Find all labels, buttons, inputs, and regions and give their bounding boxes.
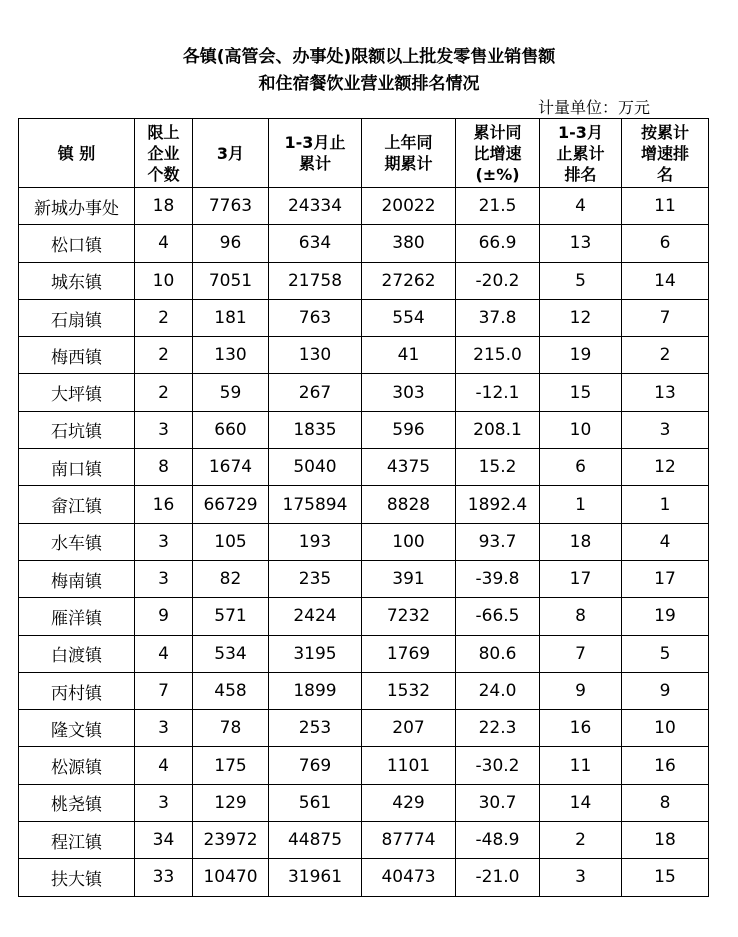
enterprise-count-cell: 2 xyxy=(135,374,193,411)
growth-rank-cell: 9 xyxy=(622,672,709,709)
town-cell: 石坑镇 xyxy=(19,411,135,448)
last-year-cell: 596 xyxy=(362,411,456,448)
growth-cell: 30.7 xyxy=(456,784,540,821)
table-row xyxy=(19,225,709,262)
enterprise-count-cell: 3 xyxy=(135,411,193,448)
cumulative-rank-cell: 19 xyxy=(540,337,622,374)
cumulative-rank-cell: 11 xyxy=(540,747,622,784)
town-cell: 程江镇 xyxy=(19,822,135,859)
town-cell: 松口镇 xyxy=(19,225,135,262)
growth-cell: -48.9 xyxy=(456,822,540,859)
march-cell: 23972 xyxy=(193,822,269,859)
enterprise-count-cell: 3 xyxy=(135,784,193,821)
cumulative-rank-cell: 4 xyxy=(540,188,622,225)
cumulative-cell: 769 xyxy=(269,747,362,784)
cumulative-rank-cell: 8 xyxy=(540,598,622,635)
town-cell: 南口镇 xyxy=(19,449,135,486)
enterprise-count-cell: 10 xyxy=(135,262,193,299)
cumulative-cell: 3195 xyxy=(269,635,362,672)
march-cell: 1674 xyxy=(193,449,269,486)
cumulative-cell: 175894 xyxy=(269,486,362,523)
cumulative-rank-cell: 10 xyxy=(540,411,622,448)
last-year-cell: 100 xyxy=(362,523,456,560)
growth-rank-cell: 6 xyxy=(622,225,709,262)
header-count-line-1: 限上 xyxy=(147,122,180,142)
cumulative-cell: 2424 xyxy=(269,598,362,635)
last-year-cell: 1769 xyxy=(362,635,456,672)
town-cell: 丙村镇 xyxy=(19,672,135,709)
last-year-cell: 7232 xyxy=(362,598,456,635)
cumulative-rank-cell: 2 xyxy=(540,822,622,859)
report-title-line-2: 和住宿餐饮业营业额排名情况 xyxy=(258,74,480,94)
growth-cell: 1892.4 xyxy=(456,486,540,523)
town-cell: 雁洋镇 xyxy=(19,598,135,635)
table-row xyxy=(19,374,709,411)
growth-cell: -12.1 xyxy=(456,374,540,411)
growth-rank-cell: 19 xyxy=(622,598,709,635)
growth-rank-cell: 17 xyxy=(622,560,709,597)
enterprise-count-cell: 4 xyxy=(135,225,193,262)
march-cell: 571 xyxy=(193,598,269,635)
cumulative-rank-cell: 18 xyxy=(540,523,622,560)
enterprise-count-cell: 18 xyxy=(135,188,193,225)
enterprise-count-cell: 2 xyxy=(135,299,193,336)
ranking-table xyxy=(18,118,709,897)
last-year-cell: 429 xyxy=(362,784,456,821)
cumulative-cell: 763 xyxy=(269,299,362,336)
table-row xyxy=(19,188,709,225)
cumulative-rank-cell: 3 xyxy=(540,859,622,896)
enterprise-count-cell: 7 xyxy=(135,672,193,709)
town-cell: 白渡镇 xyxy=(19,635,135,672)
cumulative-cell: 24334 xyxy=(269,188,362,225)
cumulative-rank-cell: 7 xyxy=(540,635,622,672)
table-row xyxy=(19,710,709,747)
header-growth-line-3: (±%) xyxy=(475,164,520,184)
enterprise-count-cell: 8 xyxy=(135,449,193,486)
march-cell: 96 xyxy=(193,225,269,262)
enterprise-count-cell: 33 xyxy=(135,859,193,896)
table-row xyxy=(19,486,709,523)
last-year-cell: 4375 xyxy=(362,449,456,486)
growth-cell: 80.6 xyxy=(456,635,540,672)
table-row xyxy=(19,598,709,635)
header-growth-rank-line-2: 增速排 xyxy=(640,143,689,163)
growth-cell: -20.2 xyxy=(456,262,540,299)
cumulative-cell: 634 xyxy=(269,225,362,262)
growth-rank-cell: 15 xyxy=(622,859,709,896)
march-cell: 105 xyxy=(193,523,269,560)
growth-rank-cell: 10 xyxy=(622,710,709,747)
march-cell: 130 xyxy=(193,337,269,374)
table-row xyxy=(19,337,709,374)
last-year-cell: 20022 xyxy=(362,188,456,225)
march-cell: 82 xyxy=(193,560,269,597)
header-cumulative-line-1: 1-3月止 xyxy=(284,133,346,152)
table-body xyxy=(19,188,709,897)
header-march: 3月 xyxy=(193,119,269,188)
header-growth-line-1: 累计同 xyxy=(473,122,522,142)
header-growth xyxy=(456,119,540,188)
header-cum-rank-line-2: 止累计 xyxy=(556,143,605,163)
cumulative-cell: 130 xyxy=(269,337,362,374)
table-row xyxy=(19,672,709,709)
header-count-line-2: 企业 xyxy=(147,143,180,163)
last-year-cell: 207 xyxy=(362,710,456,747)
growth-rank-cell: 7 xyxy=(622,299,709,336)
town-cell: 水车镇 xyxy=(19,523,135,560)
growth-cell: 66.9 xyxy=(456,225,540,262)
march-cell: 129 xyxy=(193,784,269,821)
enterprise-count-cell: 3 xyxy=(135,710,193,747)
header-cumulative xyxy=(269,119,362,188)
town-cell: 隆文镇 xyxy=(19,710,135,747)
header-cumulative-rank xyxy=(540,119,622,188)
march-cell: 660 xyxy=(193,411,269,448)
enterprise-count-cell: 4 xyxy=(135,747,193,784)
table-row xyxy=(19,299,709,336)
growth-rank-cell: 8 xyxy=(622,784,709,821)
header-last-year-line-2: 期累计 xyxy=(384,154,433,173)
town-cell: 畲江镇 xyxy=(19,486,135,523)
march-cell: 7051 xyxy=(193,262,269,299)
table-row xyxy=(19,822,709,859)
growth-rank-cell: 11 xyxy=(622,188,709,225)
table-row xyxy=(19,262,709,299)
town-cell: 梅南镇 xyxy=(19,560,135,597)
table-row xyxy=(19,560,709,597)
header-row xyxy=(19,119,709,188)
march-cell: 175 xyxy=(193,747,269,784)
cumulative-cell: 21758 xyxy=(269,262,362,299)
cumulative-cell: 253 xyxy=(269,710,362,747)
header-cum-rank-line-1: 1-3月 xyxy=(558,122,603,142)
town-cell: 城东镇 xyxy=(19,262,135,299)
march-cell: 78 xyxy=(193,710,269,747)
enterprise-count-cell: 3 xyxy=(135,523,193,560)
header-cumulative-line-2: 累计 xyxy=(298,154,331,173)
town-cell: 扶大镇 xyxy=(19,859,135,896)
report-title-line-1: 各镇(高管会、办事处)限额以上批发零售业销售额 xyxy=(182,47,556,67)
growth-rank-cell: 18 xyxy=(622,822,709,859)
town-cell: 新城办事处 xyxy=(19,188,135,225)
cumulative-cell: 267 xyxy=(269,374,362,411)
enterprise-count-cell: 9 xyxy=(135,598,193,635)
cumulative-cell: 193 xyxy=(269,523,362,560)
table-row xyxy=(19,635,709,672)
last-year-cell: 554 xyxy=(362,299,456,336)
cumulative-rank-cell: 17 xyxy=(540,560,622,597)
enterprise-count-cell: 4 xyxy=(135,635,193,672)
cumulative-cell: 44875 xyxy=(269,822,362,859)
enterprise-count-cell: 16 xyxy=(135,486,193,523)
cumulative-cell: 31961 xyxy=(269,859,362,896)
march-cell: 458 xyxy=(193,672,269,709)
header-growth-line-2: 比增速 xyxy=(473,143,522,163)
header-last-year-line-1: 上年同 xyxy=(384,133,433,152)
cumulative-rank-cell: 16 xyxy=(540,710,622,747)
growth-rank-cell: 12 xyxy=(622,449,709,486)
table-row xyxy=(19,784,709,821)
growth-cell: 15.2 xyxy=(456,449,540,486)
march-cell: 66729 xyxy=(193,486,269,523)
last-year-cell: 87774 xyxy=(362,822,456,859)
march-cell: 10470 xyxy=(193,859,269,896)
cumulative-cell: 235 xyxy=(269,560,362,597)
last-year-cell: 41 xyxy=(362,337,456,374)
growth-rank-cell: 13 xyxy=(622,374,709,411)
march-cell: 534 xyxy=(193,635,269,672)
table-row xyxy=(19,411,709,448)
growth-cell: 93.7 xyxy=(456,523,540,560)
enterprise-count-cell: 3 xyxy=(135,560,193,597)
cumulative-rank-cell: 13 xyxy=(540,225,622,262)
growth-cell: 37.8 xyxy=(456,299,540,336)
growth-cell: 21.5 xyxy=(456,188,540,225)
table-row xyxy=(19,747,709,784)
cumulative-cell: 561 xyxy=(269,784,362,821)
growth-rank-cell: 16 xyxy=(622,747,709,784)
growth-cell: 215.0 xyxy=(456,337,540,374)
last-year-cell: 391 xyxy=(362,560,456,597)
unit-label: 计量单位：万元 xyxy=(537,98,650,117)
cumulative-cell: 1899 xyxy=(269,672,362,709)
cumulative-rank-cell: 5 xyxy=(540,262,622,299)
cumulative-rank-cell: 1 xyxy=(540,486,622,523)
march-cell: 181 xyxy=(193,299,269,336)
header-last-year xyxy=(362,119,456,188)
growth-rank-cell: 4 xyxy=(622,523,709,560)
last-year-cell: 380 xyxy=(362,225,456,262)
growth-rank-cell: 3 xyxy=(622,411,709,448)
cumulative-rank-cell: 9 xyxy=(540,672,622,709)
header-count-line-3: 个数 xyxy=(147,164,180,184)
town-cell: 石扇镇 xyxy=(19,299,135,336)
last-year-cell: 303 xyxy=(362,374,456,411)
header-enterprise-count xyxy=(135,119,193,188)
table-row xyxy=(19,859,709,896)
cumulative-rank-cell: 12 xyxy=(540,299,622,336)
table-row xyxy=(19,449,709,486)
header-growth-rank xyxy=(622,119,709,188)
growth-cell: -21.0 xyxy=(456,859,540,896)
town-cell: 大坪镇 xyxy=(19,374,135,411)
town-cell: 梅西镇 xyxy=(19,337,135,374)
enterprise-count-cell: 34 xyxy=(135,822,193,859)
march-cell: 59 xyxy=(193,374,269,411)
town-cell: 松源镇 xyxy=(19,747,135,784)
last-year-cell: 40473 xyxy=(362,859,456,896)
growth-cell: 208.1 xyxy=(456,411,540,448)
last-year-cell: 1532 xyxy=(362,672,456,709)
growth-rank-cell: 2 xyxy=(622,337,709,374)
march-cell: 7763 xyxy=(193,188,269,225)
cumulative-cell: 5040 xyxy=(269,449,362,486)
growth-cell: -66.5 xyxy=(456,598,540,635)
enterprise-count-cell: 2 xyxy=(135,337,193,374)
town-cell: 桃尧镇 xyxy=(19,784,135,821)
last-year-cell: 27262 xyxy=(362,262,456,299)
cumulative-rank-cell: 15 xyxy=(540,374,622,411)
header-town: 镇 别 xyxy=(19,119,135,188)
growth-rank-cell: 5 xyxy=(622,635,709,672)
cumulative-rank-cell: 14 xyxy=(540,784,622,821)
cumulative-cell: 1835 xyxy=(269,411,362,448)
growth-cell: 24.0 xyxy=(456,672,540,709)
growth-cell: 22.3 xyxy=(456,710,540,747)
header-growth-rank-line-1: 按累计 xyxy=(640,122,689,142)
cumulative-rank-cell: 6 xyxy=(540,449,622,486)
table-row xyxy=(19,523,709,560)
last-year-cell: 1101 xyxy=(362,747,456,784)
header-growth-rank-line-3: 名 xyxy=(656,164,673,184)
growth-rank-cell: 14 xyxy=(622,262,709,299)
last-year-cell: 8828 xyxy=(362,486,456,523)
growth-cell: -39.8 xyxy=(456,560,540,597)
growth-rank-cell: 1 xyxy=(622,486,709,523)
growth-cell: -30.2 xyxy=(456,747,540,784)
header-cum-rank-line-3: 排名 xyxy=(564,164,597,184)
